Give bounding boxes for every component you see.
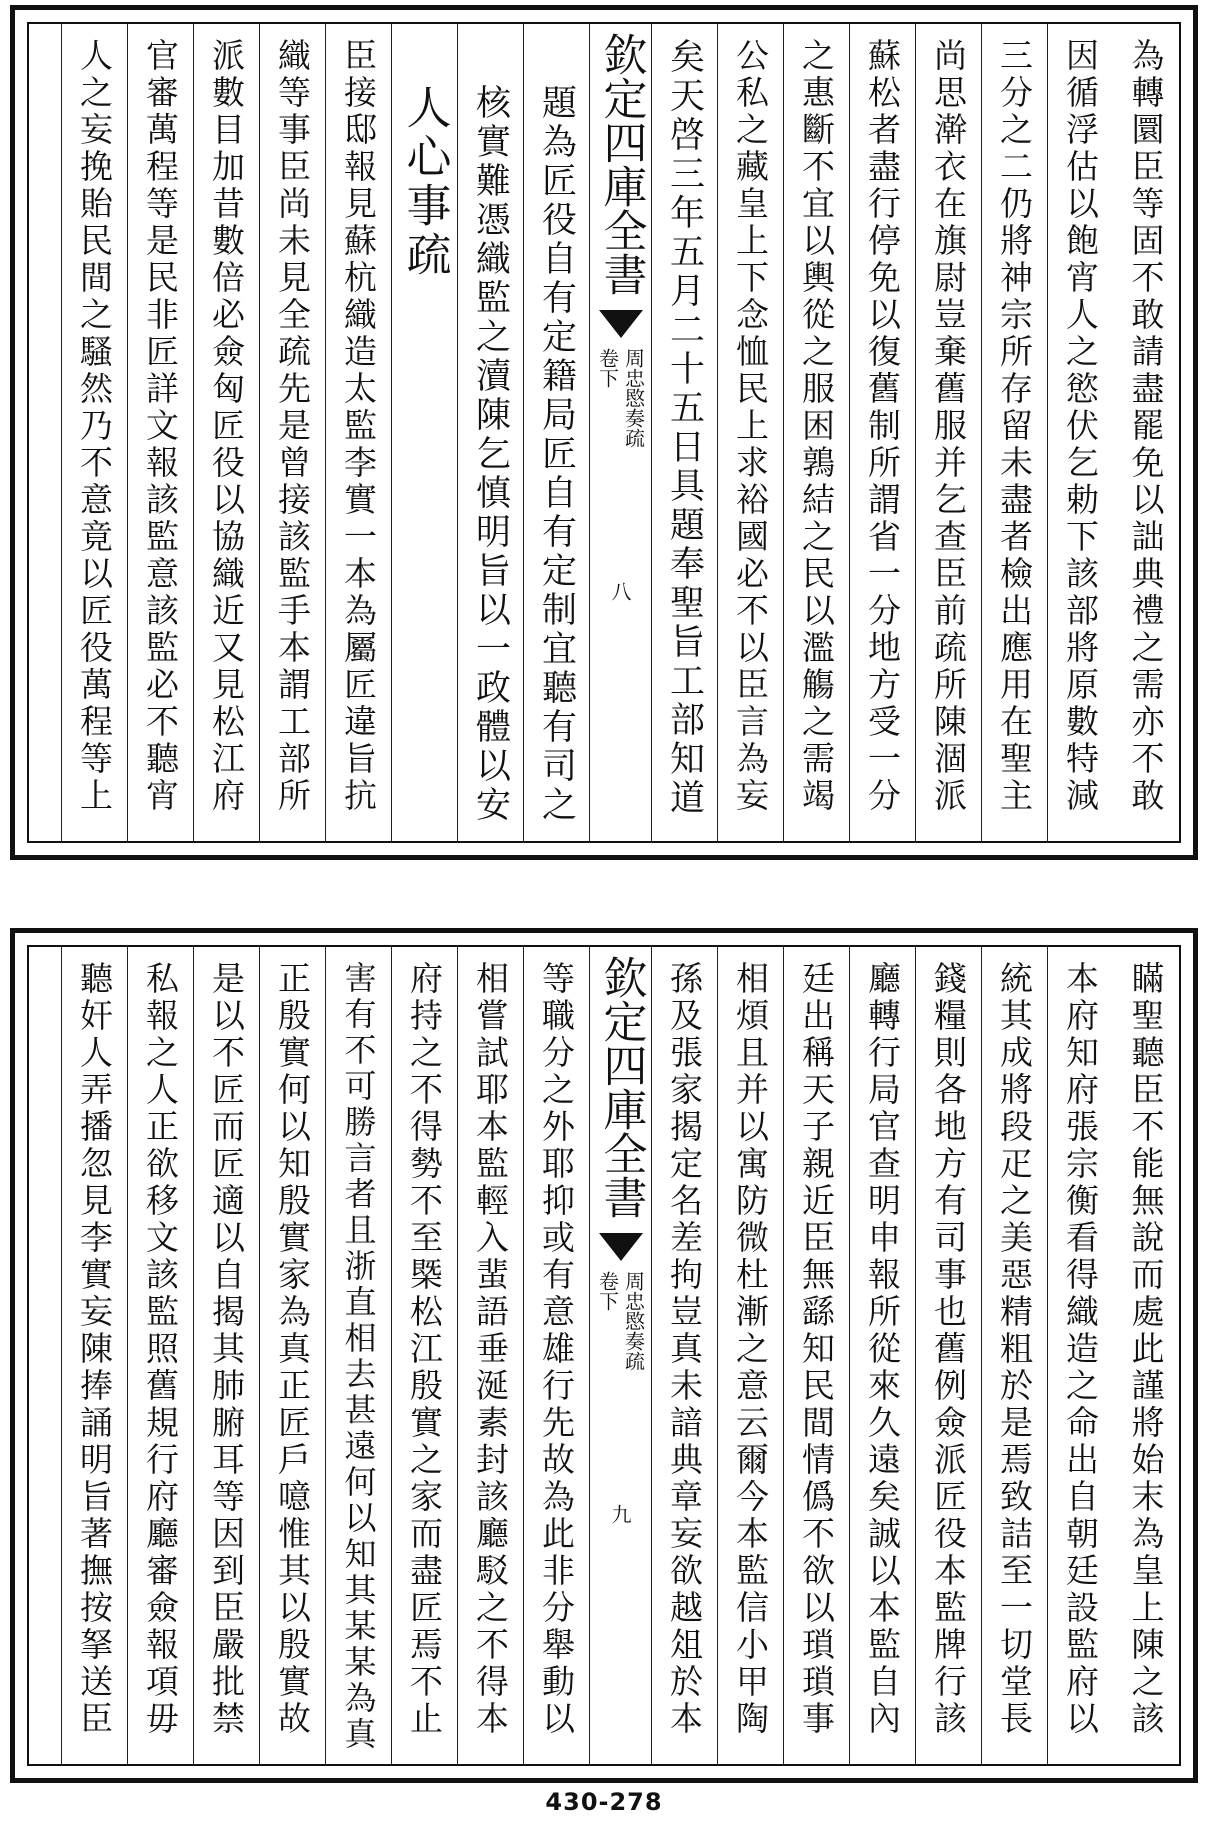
text-column <box>61 24 127 841</box>
column-text: 孫及張家揭定名差拘豈真未諳典章妄欲越俎於本 <box>665 961 704 1738</box>
center-fold <box>589 24 651 841</box>
text-column <box>457 24 523 841</box>
text-column <box>259 24 325 841</box>
text-column <box>457 947 523 1764</box>
text-column <box>783 24 849 841</box>
juan-label: 卷下 <box>595 1271 620 1311</box>
top-page <box>10 5 1198 860</box>
column-text: 私報之人正欲移文該監照舊規行府廳審僉報項毋 <box>141 961 180 1738</box>
bottom-page <box>10 928 1198 1783</box>
column-text: 人之妄挽貽民間之騷然乃不意竟以匠役萬程等上 <box>75 38 114 815</box>
column-text: 矣天啓三年五月二十五日具題奉聖旨工部知道 <box>664 38 705 818</box>
column-text: 本府知府張宗衡看得織造之命出自朝廷設監府以 <box>1061 961 1100 1738</box>
text-column <box>61 947 127 1764</box>
text-column <box>849 24 915 841</box>
text-column <box>915 24 981 841</box>
column-text: 題為匠役自有定籍局匠自有定制宜聽有司之 <box>536 84 577 825</box>
text-column <box>717 24 783 841</box>
column-text: 害有不可勝言者且浙直相去甚遠何以知其某某為真 <box>339 961 378 1753</box>
column-text: 蘇松者盡行停免以復舊制所謂省一分地方受一分 <box>863 38 902 815</box>
column-text: 核實難憑織監之瀆陳乞慎明旨以一政體以安 <box>470 84 511 825</box>
text-column <box>325 947 391 1764</box>
column-text: 之惠斷不宜以輿從之服困鶉結之民以濫觴之需竭 <box>797 38 836 815</box>
column-text: 官審萬程等是民非匠詳文報該監意該監必不聽宵 <box>141 38 180 815</box>
text-column <box>391 947 457 1764</box>
column-text: 是以不匠而匠適以自揭其肺腑耳等因到臣嚴批禁 <box>207 961 246 1738</box>
text-column <box>849 947 915 1764</box>
column-text: 錢糧則各地方有司事也舊例僉派匠役本監牌行該 <box>929 961 968 1738</box>
column-text: 相煩且并以寓防微杜漸之意云爾今本監信小甲陶 <box>731 961 770 1738</box>
column-text: 相嘗試耶本監輕入蜚語垂涎素封該廳駁之不得本 <box>471 961 510 1738</box>
column-text: 人心事疏 <box>398 84 452 280</box>
running-header <box>597 348 645 448</box>
column-text: 三分之二仍將神宗所存留未盡者檢出應用在聖主 <box>995 38 1034 815</box>
fishtail-mark <box>599 310 643 338</box>
text-column <box>523 24 589 841</box>
text-column <box>783 947 849 1764</box>
column-text: 廳轉行局官查明申報所從來久遠矣誠以本監自內 <box>863 961 902 1738</box>
text-column <box>259 947 325 1764</box>
column-text: 瞞聖聽臣不能無說而處此謹將始末為皇上陳之該 <box>1126 961 1166 1738</box>
juan-label: 卷下 <box>595 348 620 388</box>
column-text: 臣接邸報見蘇杭織造太監李實一本為屬匠違旨抗 <box>339 38 378 815</box>
text-column <box>981 947 1047 1764</box>
column-text: 聽奸人弄播忽見李實妄陳捧誦明旨著撫按拏送臣 <box>75 961 114 1738</box>
column-text: 府持之不得勢不至槩松江殷實之家而盡匠焉不止 <box>405 961 444 1738</box>
column-text: 為轉圜臣等固不敢請盡罷免以詘典禮之需亦不敢 <box>1126 38 1166 815</box>
text-column <box>651 947 717 1764</box>
column-text: 正殷實何以知殷實家為真正匠戶噫惟其以殷實故 <box>273 961 312 1738</box>
bottom-page-frame <box>27 945 1181 1766</box>
book-title: 欽定四庫全書 <box>595 32 647 296</box>
text-column <box>523 947 589 1764</box>
text-column <box>981 24 1047 841</box>
text-column <box>193 24 259 841</box>
column-text: 派數目加昔數倍必僉匈匠役以協織近又見松江府 <box>207 38 246 815</box>
column-text: 織等事臣尚未見全疏先是曾接該監手本謂工部所 <box>273 38 312 815</box>
text-column <box>1113 24 1179 841</box>
fishtail-mark <box>599 1233 643 1261</box>
column-text: 因循浮估以飽宵人之慾伏乞勅下該部將原數特減 <box>1061 38 1100 815</box>
column-text: 尚思澣衣在旗尉豈棄舊服并乞查臣前疏所陳涸派 <box>929 38 968 815</box>
text-column <box>127 24 193 841</box>
leaf-number: 八 <box>608 581 632 601</box>
running-header <box>597 1271 645 1371</box>
column-text: 等職分之外耶抑或有意雄行先故為此非分舉動以 <box>537 961 576 1738</box>
text-column <box>193 947 259 1764</box>
text-column <box>325 24 391 841</box>
text-column <box>127 947 193 1764</box>
text-column <box>1113 947 1179 1764</box>
top-page-frame <box>27 22 1181 843</box>
center-fold <box>589 947 651 1764</box>
text-column <box>651 24 717 841</box>
running-title: 周忠愍奏疏 <box>621 1271 646 1371</box>
book-title: 欽定四庫全書 <box>595 955 647 1219</box>
column-text: 廷出稱天子親近臣無繇知民間情僞不欲以瑣瑣事 <box>797 961 836 1738</box>
text-column <box>1047 24 1113 841</box>
text-column <box>915 947 981 1764</box>
text-column <box>717 947 783 1764</box>
column-text: 統其成將段疋之美惡精粗於是焉致詰至一切堂長 <box>995 961 1034 1738</box>
text-column <box>1047 947 1113 1764</box>
page-reference: 430-278 <box>545 1788 663 1816</box>
running-title: 周忠愍奏疏 <box>621 348 646 448</box>
column-text: 公私之藏皇上下念恤民上求裕國必不以臣言為妄 <box>731 38 770 815</box>
leaf-number: 九 <box>608 1504 632 1524</box>
text-column <box>391 24 457 841</box>
